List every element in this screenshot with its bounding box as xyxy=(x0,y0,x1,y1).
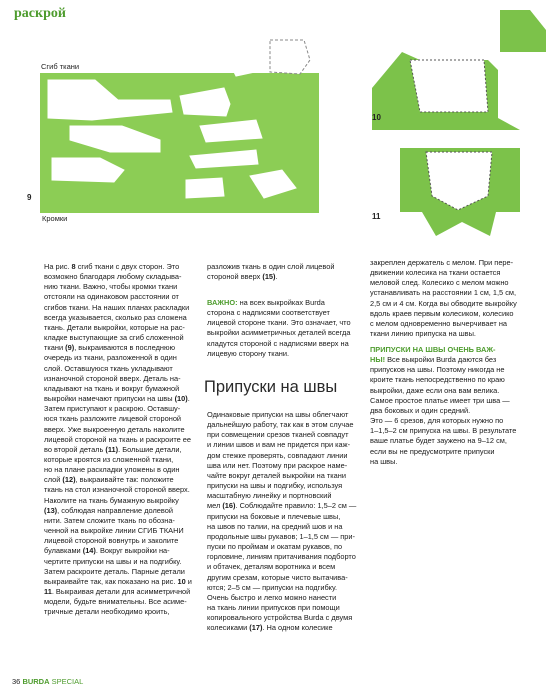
text-line xyxy=(44,546,194,556)
text-run: модели, будьте внимательны. Все асиме- xyxy=(44,597,187,607)
text-run: Очень быстро и легко можно нанести xyxy=(207,592,337,602)
text-run: , выкраивайте так: положите xyxy=(75,475,174,485)
text-run: и обтачек, деталям воротника и всем xyxy=(207,562,336,572)
text-run: вдоль краев первым колесиком, колесико xyxy=(370,308,514,318)
text-run: чайте вокруг деталей выкройки на ткани xyxy=(207,470,346,480)
column-2-top xyxy=(207,262,362,282)
text-line xyxy=(207,461,367,471)
text-line xyxy=(44,374,194,384)
text-run: 2,5 см и 4 см. Когда вы обводите выкройку xyxy=(370,298,517,308)
page-footer xyxy=(12,677,83,686)
text-run: 10 xyxy=(177,576,186,586)
text-line xyxy=(44,567,194,577)
text-run: кроите ткань непосредственно по краю xyxy=(370,375,505,385)
text-line xyxy=(207,410,367,420)
column-3-top xyxy=(370,258,535,339)
text-line xyxy=(207,512,367,522)
text-run: ткань на стол изнаночной стороной вверх. xyxy=(44,485,190,495)
text-line xyxy=(44,282,194,292)
text-line xyxy=(207,522,367,532)
text-run: которые кроятся из сложенной ткани, xyxy=(44,454,174,464)
text-run: выкройки намечают припуски на швы xyxy=(44,394,175,404)
text-line xyxy=(207,471,367,481)
text-line xyxy=(370,329,535,339)
text-run: ПРИПУСКИ НА ШВЫ ОЧЕНЬ ВАЖ- xyxy=(370,345,496,354)
text-run: устанавливать на расстоянии 1 см, 1,5 см, xyxy=(370,288,517,298)
text-line xyxy=(370,288,535,298)
page-number: 36 xyxy=(12,677,21,686)
text-run: во второй деталь xyxy=(44,444,106,454)
text-line xyxy=(44,303,194,313)
text-line xyxy=(44,526,194,536)
text-line xyxy=(207,298,362,308)
text-run: (11) xyxy=(105,444,119,454)
text-line xyxy=(44,577,194,587)
text-line xyxy=(370,319,535,329)
figure-number: 9 xyxy=(27,193,32,202)
text-line xyxy=(370,309,535,319)
text-line xyxy=(370,365,535,375)
pattern-outline-10 xyxy=(410,60,488,112)
text-line xyxy=(370,406,535,416)
text-run: Это — 6 срезов, для которых нужно по xyxy=(370,416,504,426)
text-line xyxy=(370,386,535,396)
text-line xyxy=(370,457,535,467)
text-run: Одинаковые припуски на швы облегчают xyxy=(207,410,349,419)
important-note xyxy=(207,298,362,359)
text-line xyxy=(207,583,367,593)
text-run: другим срезам, которые чисто вытачива- xyxy=(207,572,348,582)
text-line xyxy=(207,501,367,511)
text-line xyxy=(44,272,194,282)
text-run: выкройки, даже если она вам велика. xyxy=(370,385,500,395)
text-line xyxy=(44,262,194,272)
text-run: движении колесика на ткани остается xyxy=(370,268,501,278)
text-run: припуски на швы и подгибку, используя xyxy=(207,481,343,491)
text-run: 1–1,5–2 см припуска на швы. В результате xyxy=(370,426,517,436)
text-run: шва или нет. Поэтому при раскрое наме- xyxy=(207,460,348,470)
selvage-label: Кромки xyxy=(42,214,68,223)
text-line xyxy=(44,353,194,363)
brand-special: SPECIAL xyxy=(51,677,84,686)
text-run: пуски по проймам и окатам рукавов, по xyxy=(207,542,343,552)
text-line xyxy=(207,532,367,542)
text-run: . xyxy=(187,394,190,404)
text-run: Затем раскроите деталь. Парные детали xyxy=(44,566,185,576)
text-line xyxy=(44,465,194,475)
figure-number: 10 xyxy=(372,113,381,122)
text-run: отстояли на одинаковом расстоянии от xyxy=(44,292,179,302)
text-line xyxy=(44,394,194,404)
text-line xyxy=(207,542,367,552)
text-line xyxy=(370,436,535,446)
text-line xyxy=(44,333,194,343)
text-line xyxy=(207,349,362,359)
text-line xyxy=(44,496,194,506)
text-run: при совмещении срезов тканей совпадут xyxy=(207,430,349,440)
text-run: дальнейшую работу, так как в этом случае xyxy=(207,420,354,430)
text-run: с мелом одновременно вычерчивает на xyxy=(370,318,508,328)
text-run: . xyxy=(275,272,278,282)
text-run: нити. Затем сложите ткань по обозна- xyxy=(44,515,175,525)
text-line xyxy=(44,364,194,374)
text-run: кладке выступающие за сгиб сложенной xyxy=(44,333,184,343)
text-run: юся ткань разложите лицевой стороной xyxy=(44,414,182,424)
text-run: (9) xyxy=(65,343,75,353)
text-run: и xyxy=(185,576,192,586)
text-run: (13) xyxy=(44,505,58,515)
fold-label: Сгиб ткани xyxy=(41,62,80,71)
text-line xyxy=(207,613,367,623)
text-line xyxy=(370,396,535,406)
text-line xyxy=(44,404,194,414)
text-line xyxy=(207,481,367,491)
text-line xyxy=(207,262,362,272)
text-run: Наколите на ткань бумажную выкройку xyxy=(44,495,179,505)
text-line xyxy=(207,430,367,440)
text-line xyxy=(44,597,194,607)
text-run: (10) xyxy=(174,394,188,404)
column-2-body xyxy=(207,410,367,633)
text-run: 8 xyxy=(71,262,76,271)
text-line xyxy=(370,447,535,457)
text-run: (14) xyxy=(82,546,96,556)
text-line xyxy=(44,343,194,353)
text-line xyxy=(44,455,194,465)
text-run: но на плане раскладки уложены в один xyxy=(44,465,180,475)
text-run: Затем приступают к раскрою. Оставшу- xyxy=(44,404,181,414)
text-run: на ткань линии припусков при помощи xyxy=(207,602,340,612)
text-run: выкройки асимметричных деталей всегда xyxy=(207,328,351,338)
text-run: нию ткани. Важно, чтобы кромки ткани xyxy=(44,282,178,292)
text-run: На рис. xyxy=(44,262,72,271)
text-run: изнаночной стороной вверх. Деталь на- xyxy=(44,373,181,383)
text-run: сгиб ткани с двух сторон. Это xyxy=(75,262,180,271)
text-run: стороной вверх xyxy=(207,272,263,282)
text-run: возможно благодаря любому складыва- xyxy=(44,272,182,282)
text-line xyxy=(44,414,194,424)
text-line xyxy=(44,506,194,516)
text-line xyxy=(370,268,535,278)
text-run: лицевой стороне ткани. Это означает, что xyxy=(207,318,351,328)
text-line xyxy=(44,485,194,495)
text-line xyxy=(370,355,535,365)
text-run: сторона с надписями соответствует xyxy=(207,308,330,318)
text-run: кладутся стороной с надписями вверх на xyxy=(207,338,349,348)
text-run: кладывают на ткань и вокруг бумажной xyxy=(44,383,180,393)
text-run: если вы не предусмотрите припуски xyxy=(370,446,495,456)
text-line xyxy=(207,272,362,282)
text-line xyxy=(370,345,535,355)
text-line xyxy=(44,536,194,546)
text-run: на швы. xyxy=(370,456,398,466)
text-line xyxy=(207,552,367,562)
text-run: . Соблюдайте правило: 1,5–2 см — xyxy=(235,501,357,511)
text-run: слой xyxy=(44,475,63,485)
text-run: дом стежке проверять, совпадают линии xyxy=(207,450,348,460)
text-line xyxy=(44,445,194,455)
text-run: мел xyxy=(207,501,223,511)
text-run: , соблюдая направление долевой xyxy=(57,505,173,515)
text-line xyxy=(370,258,535,268)
text-run: горловине, линиям притачивания подборто xyxy=(207,552,356,562)
text-line xyxy=(44,313,194,323)
text-run: ВАЖНО: xyxy=(207,298,238,307)
text-run: Все выкройки Burda даются без xyxy=(385,355,497,365)
text-run: колесиками xyxy=(207,623,250,633)
text-run: ткани линию припуска на швы. xyxy=(370,329,476,339)
text-line xyxy=(370,299,535,309)
text-run: сгибов ткани. На наших планах раскладки xyxy=(44,302,190,312)
text-run: продольные швы рукавов; 1–1,5 см — при- xyxy=(207,531,355,541)
text-line xyxy=(44,292,194,302)
text-run: . Выкраивая детали для асимметричной xyxy=(51,587,191,596)
text-line xyxy=(207,491,367,501)
text-run: чертите припуски на швы и на подгибку. xyxy=(44,556,182,566)
text-run: на всех выкройках Burda xyxy=(237,298,325,307)
text-line xyxy=(207,623,367,633)
text-line xyxy=(207,562,367,572)
text-run: лицевой стороной на ткань и раскроите ее xyxy=(44,434,192,444)
text-run: копировального устройства Burda с двумя xyxy=(207,613,353,623)
text-run: вверх. Уже выкроенную деталь наколите xyxy=(44,424,185,434)
text-run: ткань. Детали выкройки, которые на рас- xyxy=(44,322,185,332)
figure-number: 11 xyxy=(372,212,381,221)
text-line xyxy=(44,587,194,597)
text-run: , выкраиваются в последнюю xyxy=(74,343,176,353)
text-run: закреплен держатель с мелом. При пере- xyxy=(370,258,514,267)
text-run: . Вокруг выкройки на- xyxy=(95,546,170,556)
text-run: припусков на швы. Поэтому никогда не xyxy=(370,365,505,375)
text-run: два боковых и один средний. xyxy=(370,405,471,415)
text-line xyxy=(370,278,535,288)
text-line xyxy=(44,607,194,617)
text-line xyxy=(44,384,194,394)
text-run: разложив ткань в один слой лицевой xyxy=(207,262,335,271)
text-run: ваше платье будет заужено на 9–12 см, xyxy=(370,436,507,446)
text-line xyxy=(207,603,367,613)
text-run: НЫ! xyxy=(370,355,386,365)
text-line xyxy=(207,318,362,328)
text-run: и линии швов и вам не придется при каж- xyxy=(207,440,351,450)
text-line xyxy=(207,593,367,603)
text-run: ткани xyxy=(44,343,66,353)
text-line xyxy=(207,440,367,450)
text-run: ченной на выкройке линии СГИБ ТКАНИ xyxy=(44,526,184,536)
text-run: ются; 2–5 см — припуски на подгибку. xyxy=(207,582,337,592)
text-run: (15) xyxy=(262,272,276,282)
text-run: припуски на боковые и плечевые швы, xyxy=(207,511,341,521)
text-run: меловой след. Колесико с мелом можно xyxy=(370,278,509,288)
text-run: лицевой стороной вовнутрь и заколите xyxy=(44,536,179,546)
text-run: . На одном колесике xyxy=(262,623,333,633)
pattern-piece xyxy=(186,178,224,198)
text-run: выкраивайте так, как показано на рис. xyxy=(44,576,178,586)
text-line xyxy=(370,426,535,436)
text-line xyxy=(207,451,367,461)
text-line xyxy=(44,475,194,485)
text-line xyxy=(370,416,535,426)
text-run: булавками xyxy=(44,546,83,556)
text-line xyxy=(207,420,367,430)
text-line xyxy=(207,339,362,349)
text-run: всегда указывается, сколько раз сложена xyxy=(44,312,187,322)
text-run: тричные детали необходимо кроить, xyxy=(44,607,170,617)
text-run: очередь из ткани, разложенной в один xyxy=(44,353,177,363)
text-run: (17) xyxy=(249,623,263,633)
text-run: . Большие детали, xyxy=(118,444,182,454)
text-run: масштабную линейку и портновский xyxy=(207,491,332,501)
column-1 xyxy=(44,262,194,617)
section-title: раскрой xyxy=(14,6,66,21)
text-line xyxy=(370,375,535,385)
text-run: (16) xyxy=(222,501,236,511)
pattern-piece-outside xyxy=(228,44,264,76)
fabric-corner xyxy=(500,10,546,52)
text-line xyxy=(44,323,194,333)
text-run: (12) xyxy=(62,475,76,485)
text-run: 11 xyxy=(44,587,52,596)
text-run: на швов по талии, на средний шов и на xyxy=(207,521,343,531)
section-heading: Припуски на швы xyxy=(204,378,338,396)
text-line xyxy=(44,516,194,526)
text-line xyxy=(207,308,362,318)
text-line xyxy=(207,328,362,338)
text-line xyxy=(44,425,194,435)
tip-note xyxy=(370,345,535,467)
pattern-piece-dashed xyxy=(270,40,310,74)
brand-name: BURDA xyxy=(22,677,50,686)
text-line xyxy=(207,573,367,583)
text-run: Самое простое платье имеет три шва — xyxy=(370,395,510,405)
text-line xyxy=(44,435,194,445)
text-run: лицевую сторону ткани. xyxy=(207,348,290,358)
text-line xyxy=(44,557,194,567)
text-run: слой. Оставшуюся ткань укладывают xyxy=(44,363,173,373)
